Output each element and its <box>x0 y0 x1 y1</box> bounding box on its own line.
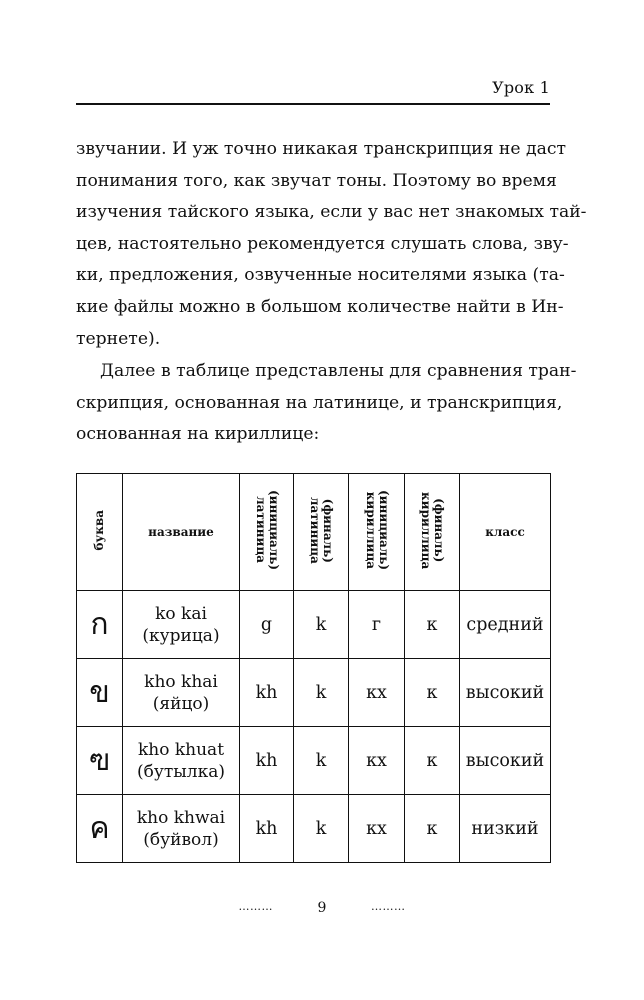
lat-final-cell: k <box>294 659 349 727</box>
header-rule <box>76 103 550 105</box>
running-title: Урок 1 <box>492 78 550 97</box>
text-line: скрипция, основанная на латинице, и транскрипция, <box>76 392 563 413</box>
class-cell: высокий <box>460 727 551 795</box>
class-cell: низкий <box>460 795 551 863</box>
paragraph-1 <box>76 134 587 355</box>
page-number: 9 <box>317 900 327 916</box>
header-name: название <box>123 474 240 591</box>
lat-final-cell: k <box>294 795 349 863</box>
thai-letter: ข <box>77 659 123 727</box>
class-cell: средний <box>460 591 551 659</box>
cyr-final-cell: к <box>405 727 460 795</box>
text-line: звучании. И уж точно никакая транскрипция не даст <box>76 139 566 159</box>
footer-dots-left: ……… <box>238 900 274 913</box>
letter-name: kho khuat (бутылка) <box>123 727 240 795</box>
header-cyr-initial: кириллица (инициаль) <box>349 474 405 591</box>
footer-dots-right: ……… <box>370 900 406 913</box>
table-row <box>77 727 551 795</box>
class-cell: высокий <box>460 659 551 727</box>
letter-name: ko kai (курица) <box>123 591 240 659</box>
thai-letter: ก <box>77 591 123 659</box>
table-row <box>77 659 551 727</box>
header-letter: буква <box>77 474 123 591</box>
body-text <box>76 134 587 451</box>
cyr-final-cell: к <box>405 659 460 727</box>
table-header-row <box>77 474 551 591</box>
text-line: кие файлы можно в большом количестве найти в Ин- <box>76 296 564 317</box>
cyr-final-cell: к <box>405 795 460 863</box>
table-row <box>77 795 551 863</box>
header-lat-initial: латиница (инициаль) <box>240 474 294 591</box>
cyr-initial-cell: г <box>349 591 405 659</box>
lat-initial-cell: kh <box>240 659 294 727</box>
thai-letter: ฃ <box>77 727 123 795</box>
text-line: ки, предложения, озвученные носителями языка (та- <box>76 265 565 286</box>
paragraph-2 <box>76 356 577 451</box>
consonant-table <box>76 473 551 863</box>
header-class: класс <box>460 474 551 591</box>
text-line: тернете). <box>76 328 161 349</box>
header-cyr-final: кириллица (финаль) <box>405 474 460 591</box>
cyr-initial-cell: кх <box>349 659 405 727</box>
text-line: цев, настоятельно рекомендуется слушать слова, зву- <box>76 233 569 254</box>
text-line: понимания того, как звучат тоны. Поэтому во время <box>76 170 557 191</box>
table-row <box>77 591 551 659</box>
header-lat-final: латиница (финаль) <box>294 474 349 591</box>
letter-name: kho khai (яйцо) <box>123 659 240 727</box>
text-line: основанная на кириллице: <box>76 424 320 445</box>
cyr-initial-cell: кх <box>349 727 405 795</box>
lat-initial-cell: kh <box>240 795 294 863</box>
text-line: изучения тайского языка, если у вас нет знакомых тай- <box>76 202 587 223</box>
lat-initial-cell: kh <box>240 727 294 795</box>
lat-initial-cell: g <box>240 591 294 659</box>
thai-letter: ค <box>77 795 123 863</box>
lat-final-cell: k <box>294 591 349 659</box>
text-line: Далее в таблице представлены для сравнения тран- <box>100 361 577 382</box>
cyr-initial-cell: кх <box>349 795 405 863</box>
cyr-final-cell: к <box>405 591 460 659</box>
letter-name: kho khwai (буйвол) <box>123 795 240 863</box>
page-footer <box>0 900 644 916</box>
lat-final-cell: k <box>294 727 349 795</box>
